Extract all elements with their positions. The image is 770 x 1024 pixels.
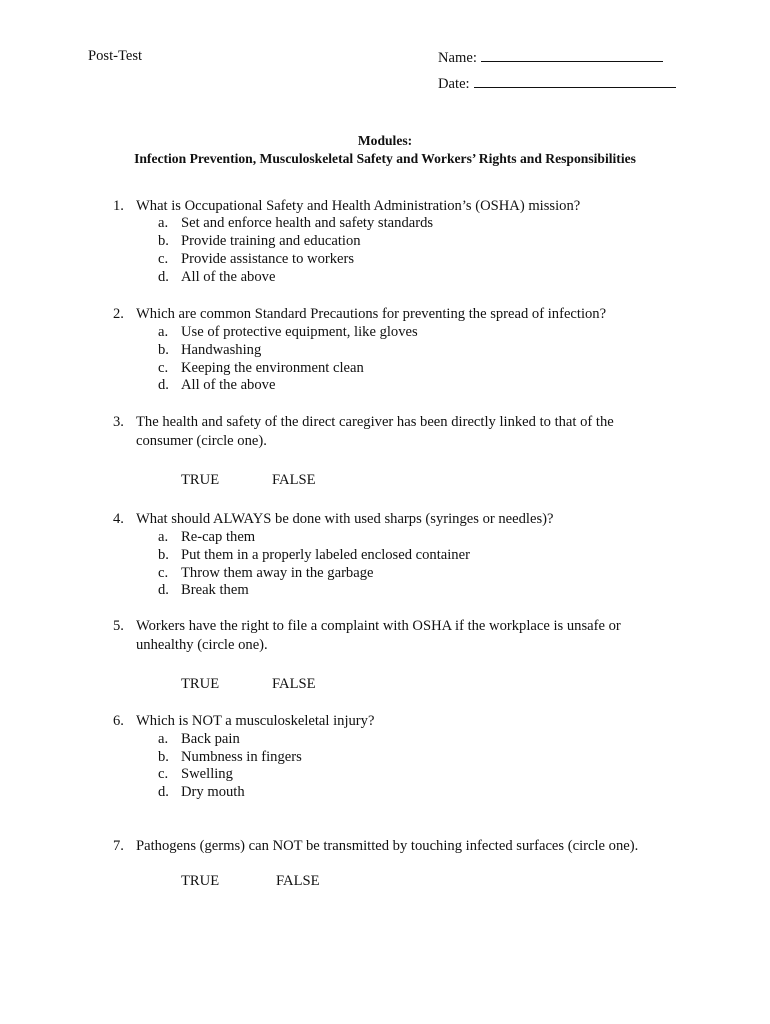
option-text: Provide assistance to workers <box>181 251 355 267</box>
question-text: What is Occupational Safety and Health Administration’s (OSHA) mission? <box>136 198 581 214</box>
question-number: 3. <box>113 414 124 430</box>
option-text: Break them <box>181 582 249 598</box>
document-label: Post-Test <box>88 48 143 64</box>
option-letter: d. <box>158 269 169 285</box>
option-letter: c. <box>158 251 169 267</box>
false-choice[interactable]: FALSE <box>272 472 316 488</box>
option-letter: c. <box>158 766 169 782</box>
option-text: Use of protective equipment, like gloves <box>181 324 418 340</box>
option-text: Set and enforce health and safety standards <box>181 215 434 231</box>
option-text: Back pain <box>181 731 240 747</box>
date-label: Date: <box>438 76 470 92</box>
question-text: Workers have the right to file a complaint with OSHA if the workplace is unsafe or <box>136 618 621 634</box>
option-letter: b. <box>158 547 169 563</box>
name-label: Name: <box>438 50 477 66</box>
modules-heading: Modules: <box>357 133 413 148</box>
option-text: Dry mouth <box>181 784 245 800</box>
question-text: Which are common Standard Precautions for preventing the spread of infection? <box>136 306 607 322</box>
option-letter: c. <box>158 565 169 581</box>
question-text: What should ALWAYS be done with used sharps (syringes or needles)? <box>136 511 554 527</box>
option-letter: b. <box>158 342 169 358</box>
question-number: 4. <box>113 511 124 527</box>
option-letter: b. <box>158 749 169 765</box>
question-text: The health and safety of the direct caregiver has been directly linked to that of the <box>136 414 614 430</box>
question-text-continued: unhealthy (circle one). <box>136 637 268 653</box>
false-choice[interactable]: FALSE <box>276 873 320 889</box>
option-text: Keeping the environment clean <box>181 360 364 376</box>
name-field-row <box>438 47 663 67</box>
option-letter: a. <box>158 529 169 545</box>
question-text: Which is NOT a musculoskeletal injury? <box>136 713 375 729</box>
option-letter: d. <box>158 377 169 393</box>
option-letter: a. <box>158 215 169 231</box>
name-blank-line[interactable] <box>481 47 663 62</box>
date-blank-line[interactable] <box>474 73 676 88</box>
question-number: 1. <box>113 198 124 214</box>
true-choice[interactable]: TRUE <box>181 873 220 889</box>
option-text: Provide training and education <box>181 233 361 249</box>
option-text: Numbness in fingers <box>181 749 302 765</box>
option-letter: c. <box>158 360 169 376</box>
true-choice[interactable]: TRUE <box>181 472 220 488</box>
option-text: Throw them away in the garbage <box>181 565 374 581</box>
question-number: 5. <box>113 618 124 634</box>
modules-subheading: Infection Prevention, Musculoskeletal Safety and Workers’ Rights and Responsibilities <box>134 151 636 166</box>
option-letter: b. <box>158 233 169 249</box>
option-text: Swelling <box>181 766 233 782</box>
option-letter: a. <box>158 731 169 747</box>
option-text: Handwashing <box>181 342 262 358</box>
option-letter: d. <box>158 582 169 598</box>
false-choice[interactable]: FALSE <box>272 676 316 692</box>
question-number: 6. <box>113 713 124 729</box>
option-text: All of the above <box>181 269 276 285</box>
question-text: Pathogens (germs) can NOT be transmitted by touching infected surfaces (circle one). <box>136 838 639 854</box>
true-choice[interactable]: TRUE <box>181 676 220 692</box>
question-number: 2. <box>113 306 124 322</box>
option-letter: d. <box>158 784 169 800</box>
option-letter: a. <box>158 324 169 340</box>
option-text: Re-cap them <box>181 529 256 545</box>
option-text: All of the above <box>181 377 276 393</box>
question-number: 7. <box>113 838 124 854</box>
question-text-continued: consumer (circle one). <box>136 433 267 449</box>
date-field-row <box>438 73 676 93</box>
option-text: Put them in a properly labeled enclosed container <box>181 547 470 563</box>
